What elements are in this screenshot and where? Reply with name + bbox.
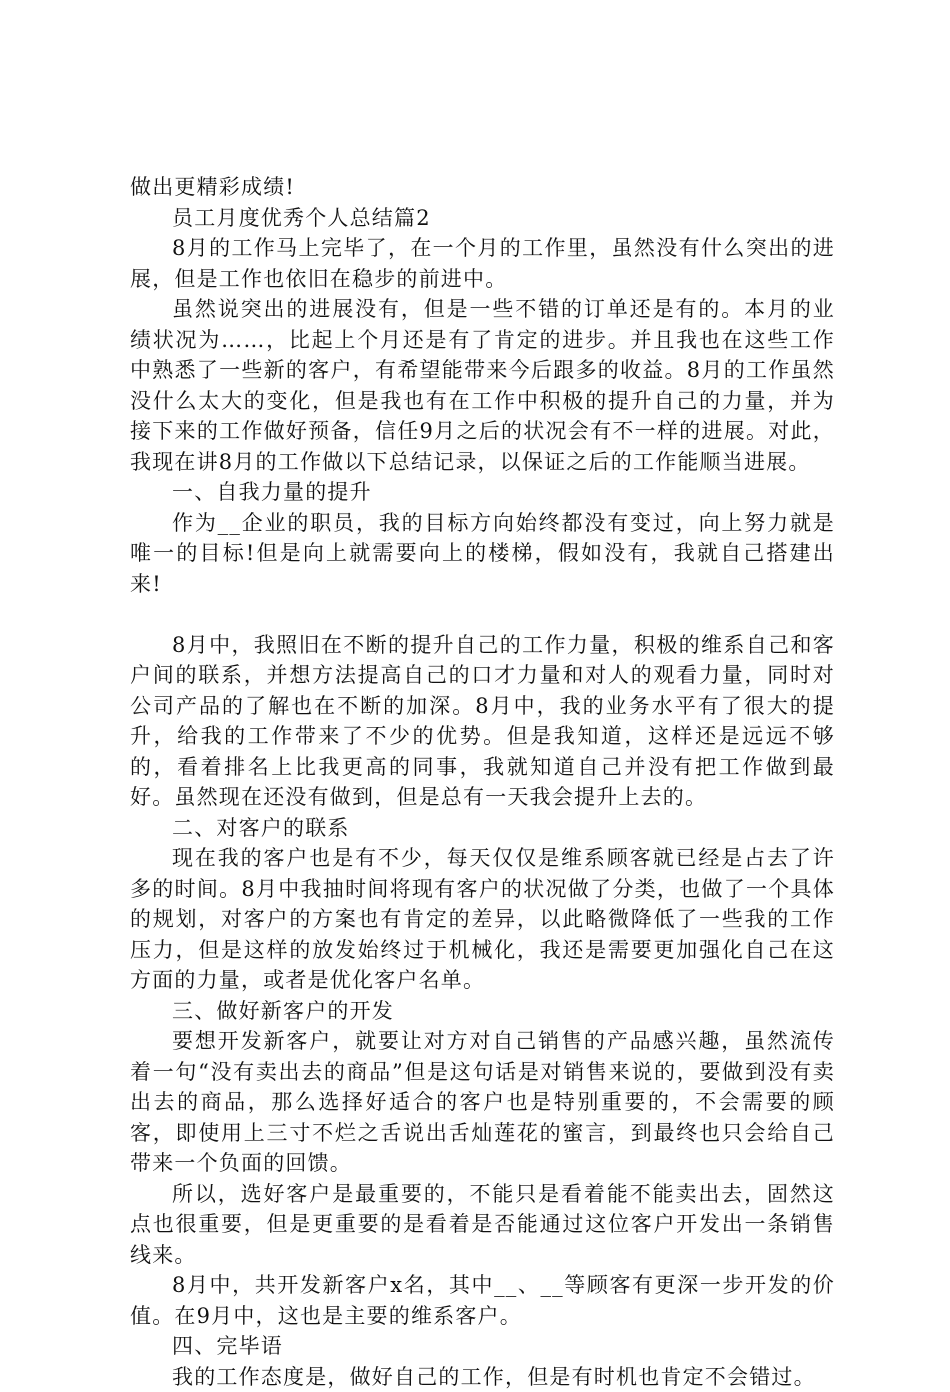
paragraph-overview: 虽然说突出的进展没有，但是一些不错的订单还是有的。本月的业绩状况为……，比起上个月还是有了肯定的进步。并且我也在这些工作中熟悉了一些新的客户，有希望能带来今后跟多的收益。8月的工作虽然没什么太大的变化，但是我也有在工作中积极的提升自己的力量，并为接下来的工作做好预备，信任9月之后的状况会有不一样的进展。对此，我现在讲8月的工作做以下总结记录，以保证之后的工作能顺当进展。 (130, 294, 835, 477)
paragraph-client-contact: 现在我的客户也是有不少，每天仅仅是维系顾客就已经是占去了许多的时间。8月中我抽时间将现有客户的状况做了分类，也做了一个具体的规划，对客户的方案也有肯定的差异，以此略微降低了一些我的工作压力，但是这样的放发始终过于机械化，我还是需要更加强化自己在这方面的力量，或者是优化客户名单。 (130, 843, 835, 996)
paragraph-conclusion: 我的工作态度是，做好自己的工作，但是有时机也肯定不会错过。 (130, 1362, 835, 1392)
blank-line (130, 599, 835, 630)
section-title: 员工月度优秀个人总结篇2 (130, 203, 835, 234)
heading-client-contact: 二、对客户的联系 (130, 813, 835, 844)
heading-self-improvement: 一、自我力量的提升 (130, 477, 835, 508)
paragraph-goal: 作为__企业的职员，我的目标方向始终都没有变过，向上努力就是唯一的目标!但是向上就需要向上的楼梯，假如没有，我就自己搭建出来! (130, 508, 835, 600)
document-body (130, 172, 835, 1392)
paragraph-new-clients: 要想开发新客户，就要让对方对自己销售的产品感兴趣，虽然流传着一句“没有卖出去的商品”但是这句话是对销售来说的，要做到没有卖出去的商品，那么选择好适合的客户也是特别重要的，不会需要的顾客，即使用上三寸不烂之舌说出舌灿莲花的蜜言，到最终也只会给自己带来一个负面的回馈。 (130, 1026, 835, 1179)
paragraph-choose-clients: 所以，选好客户是最重要的，不能只是看着能不能卖出去，固然这点也很重要，但是更重要的是看着是否能通过这位客户开发出一条销售线来。 (130, 1179, 835, 1271)
heading-conclusion: 四、完毕语 (130, 1331, 835, 1362)
paragraph-intro: 8月的工作马上完毕了，在一个月的工作里，虽然没有什么突出的进展，但是工作也依旧在稳步的前进中。 (130, 233, 835, 294)
paragraph-progress: 8月中，我照旧在不断的提升自己的工作力量，积极的维系自己和客户间的联系，并想方法提高自己的口才力量和对人的观看力量，同时对公司产品的了解也在不断的加深。8月中，我的业务水平有了很大的提升，给我的工作带来了不少的优势。但是我知道，这样还是远远不够的，看着排名上比我更高的同事，我就知道自己并没有把工作做到最好。虽然现在还没有做到，但是总有一天我会提升上去的。 (130, 630, 835, 813)
heading-new-clients: 三、做好新客户的开发 (130, 996, 835, 1027)
paragraph-continuation: 做出更精彩成绩! (130, 172, 835, 203)
paragraph-new-client-count: 8月中，共开发新客户x名，其中__、__等顾客有更深一步开发的价值。在9月中，这也是主要的维系客户。 (130, 1270, 835, 1331)
